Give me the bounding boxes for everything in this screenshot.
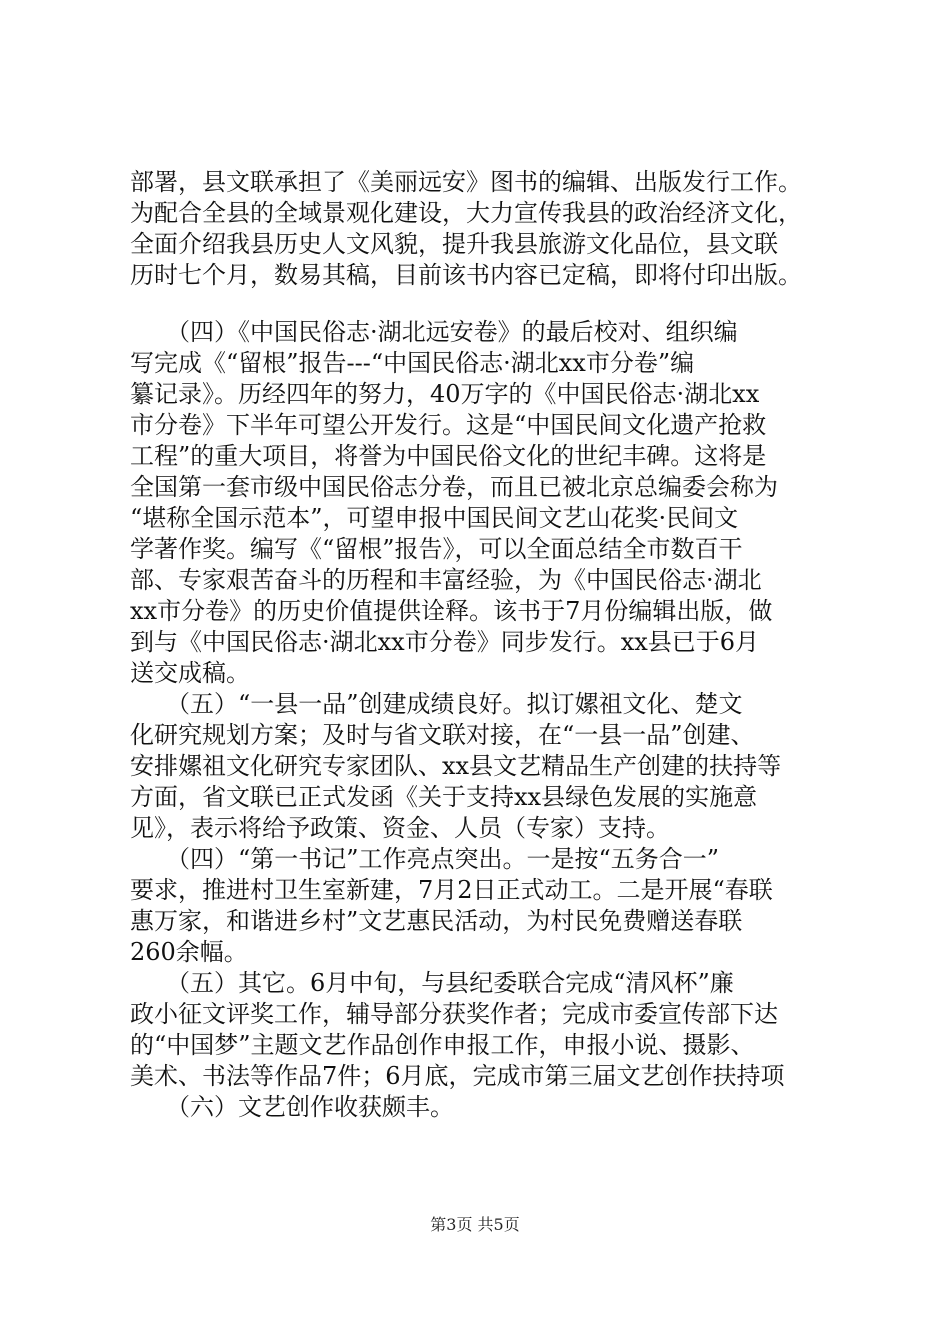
body-text-line: 的“中国梦”主题文艺作品创作申报工作，申报小说、摄影、 [130,1031,755,1059]
body-text-line: 到与《中国民俗志·湖北xx市分卷》同步发行。xx县已于6月 [130,628,760,656]
body-text-line: 安排嫘祖文化研究专家团队、xx县文艺精品生产创建的扶持等 [130,752,782,780]
body-text-line: 政小征文评奖工作，辅导部分获奖作者；完成市委宣传部下达 [130,1000,778,1028]
body-text-line [130,1155,830,1186]
body-text-line: 部署，县文联承担了《美丽远安》图书的编辑、出版发行工作。 [130,168,802,196]
body-text-line: 全国第一套市级中国民俗志分卷，而且已被北京总编委会称为 [130,473,778,501]
body-text-line: （四）“第一书记”工作亮点突出。一是按“五务合一” [130,845,720,873]
body-text-line: “堪称全国示范本”，可望申报中国民间文艺山花奖·民间文 [130,504,739,532]
body-text-line: 化研究规划方案；及时与省文联对接，在“一县一品”创建、 [130,721,755,749]
body-text-line: 历时七个月，数易其稿，目前该书内容已定稿，即将付印出版。 [130,261,802,289]
body-text-line: （六）文艺创作收获颇丰。 [130,1093,454,1121]
body-text-line: xx市分卷》的历史价值提供诠释。该书于7月份编辑出版，做 [130,597,773,625]
body-text-line: 学著作奖。编写《“留根”报告》，可以全面总结全市数百干 [130,535,743,563]
body-text-line: 全面介绍我县历史人文风貌，提升我县旅游文化品位，县文联 [130,230,778,258]
body-text-line: 市分卷》下半年可望公开发行。这是“中国民间文化遗产抢救 [130,411,767,439]
page-number-footer: 第3页 共5页 [430,1215,520,1234]
body-text-line: 送交成稿。 [130,659,250,687]
body-text-line: 纂记录》。历经四年的努力，40万字的《中国民俗志·湖北xx [130,380,760,408]
body-text-line: 260余幅。 [130,938,248,966]
body-text-line: 写完成《“留根”报告---“中国民俗志·湖北xx市分卷”编 [130,349,695,377]
body-text-line: 工程”的重大项目，将誉为中国民俗文化的世纪丰碑。这将是 [130,442,767,470]
body-text-line: 惠万家，和谐进乡村”文艺惠民活动，为村民免费赠送春联 [130,907,743,935]
body-text-line: （四）《中国民俗志·湖北远安卷》的最后校对、组织编 [130,318,738,346]
body-text-line: （五）其它。6月中旬，与县纪委联合完成“清风杯”廉 [130,969,734,997]
body-text-line [130,1124,830,1155]
body-text-line: 要求，推进村卫生室新建，7月2日正式动工。二是开展“春联 [130,876,773,904]
body-text-line: （五）“一县一品”创建成绩良好。拟订嫘祖文化、楚文 [130,690,743,718]
body-text-line: 部、专家艰苦奋斗的历程和丰富经验，为《中国民俗志·湖北 [130,566,762,594]
body-text-line: 见》，表示将给予政策、资金、人员（专家）支持。 [130,814,670,842]
body-text-line: 方面，省文联已正式发函《关于支持xx县绿色发展的实施意 [130,783,758,811]
body-text-line: 为配合全县的全域景观化建设，大力宣传我县的政治经济文化， [130,199,802,227]
body-text-line: 美术、书法等作品7件；6月底，完成市第三届文艺创作扶持项 [130,1062,785,1090]
